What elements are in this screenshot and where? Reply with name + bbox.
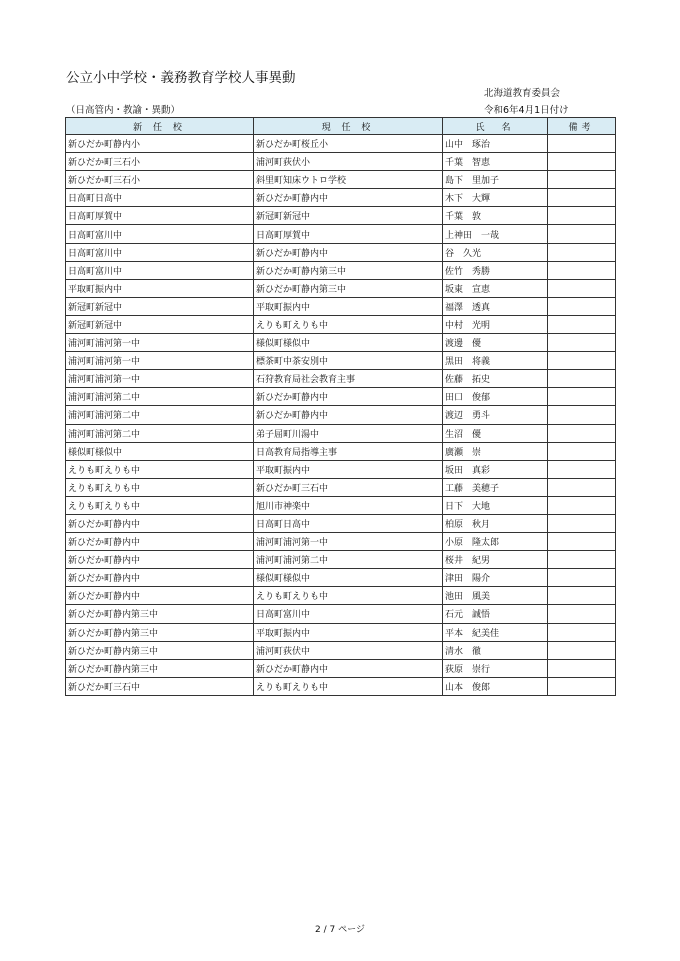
cell-current-school: 浦河町浦河第二中 — [254, 551, 443, 569]
cell-current-school: えりも町えりも中 — [254, 315, 443, 333]
cell-remarks — [548, 496, 616, 514]
table-row — [66, 297, 616, 315]
cell-name: 津田 陽介 — [443, 569, 548, 587]
table-row — [66, 243, 616, 261]
cell-name: 木下 大輝 — [443, 189, 548, 207]
cell-name: 谷 久光 — [443, 243, 548, 261]
table-row — [66, 551, 616, 569]
cell-remarks — [548, 406, 616, 424]
effective-date: 令和6年4月1日付け — [484, 105, 569, 116]
subtitle: （日高管内・教諭・異動） — [66, 105, 181, 116]
cell-name: 佐藤 拓史 — [443, 370, 548, 388]
cell-remarks — [548, 153, 616, 171]
organization: 北海道教育委員会 — [484, 88, 561, 99]
cell-remarks — [548, 171, 616, 189]
cell-new-school: えりも町えりも中 — [66, 478, 254, 496]
cell-current-school: 新冠町新冠中 — [254, 207, 443, 225]
cell-name: 中村 光明 — [443, 315, 548, 333]
cell-current-school: 様似町様似中 — [254, 334, 443, 352]
cell-current-school: 新ひだか町静内第三中 — [254, 279, 443, 297]
cell-remarks — [548, 641, 616, 659]
cell-name: 千葉 敦 — [443, 207, 548, 225]
cell-new-school: 日高町厚賀中 — [66, 207, 254, 225]
cell-remarks — [548, 135, 616, 153]
cell-name: 柏原 秋月 — [443, 514, 548, 532]
cell-name: 佐竹 秀勝 — [443, 261, 548, 279]
cell-name: 工藤 美穂子 — [443, 478, 548, 496]
cell-current-school: えりも町えりも中 — [254, 677, 443, 695]
table-row — [66, 352, 616, 370]
cell-remarks — [548, 279, 616, 297]
cell-remarks — [548, 533, 616, 551]
cell-current-school: 日高町富川中 — [254, 605, 443, 623]
cell-remarks — [548, 424, 616, 442]
cell-current-school: 日高町厚賀中 — [254, 225, 443, 243]
cell-remarks — [548, 514, 616, 532]
table-row — [66, 442, 616, 460]
cell-remarks — [548, 605, 616, 623]
cell-new-school: 日高町富川中 — [66, 261, 254, 279]
cell-current-school: 標茶町中茶安別中 — [254, 352, 443, 370]
cell-new-school: 新ひだか町静内小 — [66, 135, 254, 153]
cell-remarks — [548, 551, 616, 569]
cell-new-school: 新冠町新冠中 — [66, 315, 254, 333]
table-row — [66, 623, 616, 641]
cell-new-school: えりも町えりも中 — [66, 460, 254, 478]
cell-new-school: 新ひだか町静内中 — [66, 569, 254, 587]
cell-new-school: 新ひだか町静内第三中 — [66, 641, 254, 659]
cell-current-school: 平取町振内中 — [254, 297, 443, 315]
header-name: 氏 名 — [443, 118, 548, 135]
cell-new-school: 浦河町浦河第二中 — [66, 388, 254, 406]
cell-new-school: えりも町えりも中 — [66, 496, 254, 514]
cell-new-school: 新ひだか町三石中 — [66, 677, 254, 695]
cell-name: 平本 紀美佳 — [443, 623, 548, 641]
cell-name: 桜井 紀男 — [443, 551, 548, 569]
cell-remarks — [548, 388, 616, 406]
cell-remarks — [548, 370, 616, 388]
table-row — [66, 171, 616, 189]
cell-new-school: 新ひだか町静内中 — [66, 587, 254, 605]
cell-name: 小原 隆太郎 — [443, 533, 548, 551]
document-title: 公立小中学校・義務教育学校人事異動 — [66, 70, 296, 86]
table-row — [66, 261, 616, 279]
cell-new-school: 浦河町浦河第二中 — [66, 424, 254, 442]
cell-name: 島下 里加子 — [443, 171, 548, 189]
cell-new-school: 浦河町浦河第一中 — [66, 334, 254, 352]
cell-name: 渡邊 優 — [443, 334, 548, 352]
cell-current-school: 様似町様似中 — [254, 569, 443, 587]
cell-current-school: えりも町えりも中 — [254, 587, 443, 605]
cell-name: 池田 風美 — [443, 587, 548, 605]
cell-new-school: 新ひだか町静内中 — [66, 551, 254, 569]
cell-name: 上神田 一哉 — [443, 225, 548, 243]
cell-remarks — [548, 261, 616, 279]
table-row — [66, 605, 616, 623]
table-row — [66, 334, 616, 352]
cell-remarks — [548, 297, 616, 315]
cell-remarks — [548, 243, 616, 261]
cell-current-school: 浦河町浦河第一中 — [254, 533, 443, 551]
cell-new-school: 新ひだか町三石小 — [66, 171, 254, 189]
cell-remarks — [548, 677, 616, 695]
cell-new-school: 平取町振内中 — [66, 279, 254, 297]
cell-remarks — [548, 189, 616, 207]
cell-name: 生沼 優 — [443, 424, 548, 442]
cell-current-school: 新ひだか町静内中 — [254, 406, 443, 424]
table-row — [66, 424, 616, 442]
cell-current-school: 石狩教育局社会教育主事 — [254, 370, 443, 388]
table-row — [66, 153, 616, 171]
cell-name: 日下 大地 — [443, 496, 548, 514]
cell-new-school: 新ひだか町静内中 — [66, 533, 254, 551]
table-row — [66, 569, 616, 587]
table-row — [66, 533, 616, 551]
cell-new-school: 新ひだか町三石小 — [66, 153, 254, 171]
cell-name: 廣瀬 崇 — [443, 442, 548, 460]
cell-remarks — [548, 442, 616, 460]
table-row — [66, 315, 616, 333]
table-row — [66, 641, 616, 659]
cell-current-school: 弟子屈町川湯中 — [254, 424, 443, 442]
cell-new-school: 新ひだか町静内第三中 — [66, 659, 254, 677]
cell-name: 坂東 宣恵 — [443, 279, 548, 297]
header-remarks: 備考 — [548, 118, 616, 135]
cell-new-school: 新ひだか町静内第三中 — [66, 605, 254, 623]
cell-current-school: 新ひだか町桜丘小 — [254, 135, 443, 153]
cell-name: 千葉 智恵 — [443, 153, 548, 171]
cell-current-school: 新ひだか町静内中 — [254, 243, 443, 261]
cell-new-school: 浦河町浦河第二中 — [66, 406, 254, 424]
cell-new-school: 新ひだか町静内第三中 — [66, 623, 254, 641]
table-row — [66, 279, 616, 297]
cell-new-school: 日高町日高中 — [66, 189, 254, 207]
cell-new-school: 様似町様似中 — [66, 442, 254, 460]
cell-new-school: 新冠町新冠中 — [66, 297, 254, 315]
cell-name: 黒田 将義 — [443, 352, 548, 370]
cell-remarks — [548, 315, 616, 333]
table-row — [66, 677, 616, 695]
header-current-school: 現 任 校 — [254, 118, 443, 135]
cell-current-school: 新ひだか町静内中 — [254, 189, 443, 207]
header-new-school: 新 任 校 — [66, 118, 254, 135]
cell-current-school: 旭川市神楽中 — [254, 496, 443, 514]
cell-current-school: 新ひだか町静内中 — [254, 388, 443, 406]
table-row — [66, 406, 616, 424]
cell-name: 山中 琢治 — [443, 135, 548, 153]
table-row — [66, 388, 616, 406]
cell-current-school: 新ひだか町三石中 — [254, 478, 443, 496]
cell-remarks — [548, 569, 616, 587]
cell-new-school: 浦河町浦河第一中 — [66, 370, 254, 388]
table-row — [66, 514, 616, 532]
table-row — [66, 370, 616, 388]
table-row — [66, 207, 616, 225]
cell-current-school: 斜里町知床ウトロ学校 — [254, 171, 443, 189]
table-row — [66, 478, 616, 496]
cell-name: 田口 俊郁 — [443, 388, 548, 406]
cell-current-school: 浦河町荻伏小 — [254, 153, 443, 171]
page-number: 2 / 7 ページ — [315, 925, 365, 935]
cell-new-school: 日高町富川中 — [66, 225, 254, 243]
table-row — [66, 496, 616, 514]
table-row — [66, 135, 616, 153]
cell-remarks — [548, 352, 616, 370]
cell-remarks — [548, 587, 616, 605]
cell-remarks — [548, 225, 616, 243]
cell-current-school: 新ひだか町静内中 — [254, 659, 443, 677]
cell-current-school: 日高町日高中 — [254, 514, 443, 532]
table-row — [66, 225, 616, 243]
cell-current-school: 日高教育局指導主事 — [254, 442, 443, 460]
cell-current-school: 平取町振内中 — [254, 623, 443, 641]
cell-current-school: 新ひだか町静内第三中 — [254, 261, 443, 279]
cell-name: 清水 徹 — [443, 641, 548, 659]
cell-new-school: 浦河町浦河第一中 — [66, 352, 254, 370]
cell-name: 福澤 透真 — [443, 297, 548, 315]
cell-remarks — [548, 460, 616, 478]
table-row — [66, 659, 616, 677]
cell-remarks — [548, 659, 616, 677]
cell-name: 石元 誠悟 — [443, 605, 548, 623]
cell-name: 渡辺 勇斗 — [443, 406, 548, 424]
cell-remarks — [548, 623, 616, 641]
cell-name: 山本 俊郎 — [443, 677, 548, 695]
cell-remarks — [548, 478, 616, 496]
table-row — [66, 189, 616, 207]
table-header-row — [66, 118, 616, 135]
personnel-table — [65, 117, 616, 696]
cell-name: 坂田 真彩 — [443, 460, 548, 478]
cell-current-school: 浦河町荻伏中 — [254, 641, 443, 659]
cell-remarks — [548, 334, 616, 352]
table-row — [66, 460, 616, 478]
table-row — [66, 587, 616, 605]
cell-new-school: 日高町富川中 — [66, 243, 254, 261]
cell-new-school: 新ひだか町静内中 — [66, 514, 254, 532]
cell-remarks — [548, 207, 616, 225]
cell-name: 荻原 崇行 — [443, 659, 548, 677]
cell-current-school: 平取町振内中 — [254, 460, 443, 478]
